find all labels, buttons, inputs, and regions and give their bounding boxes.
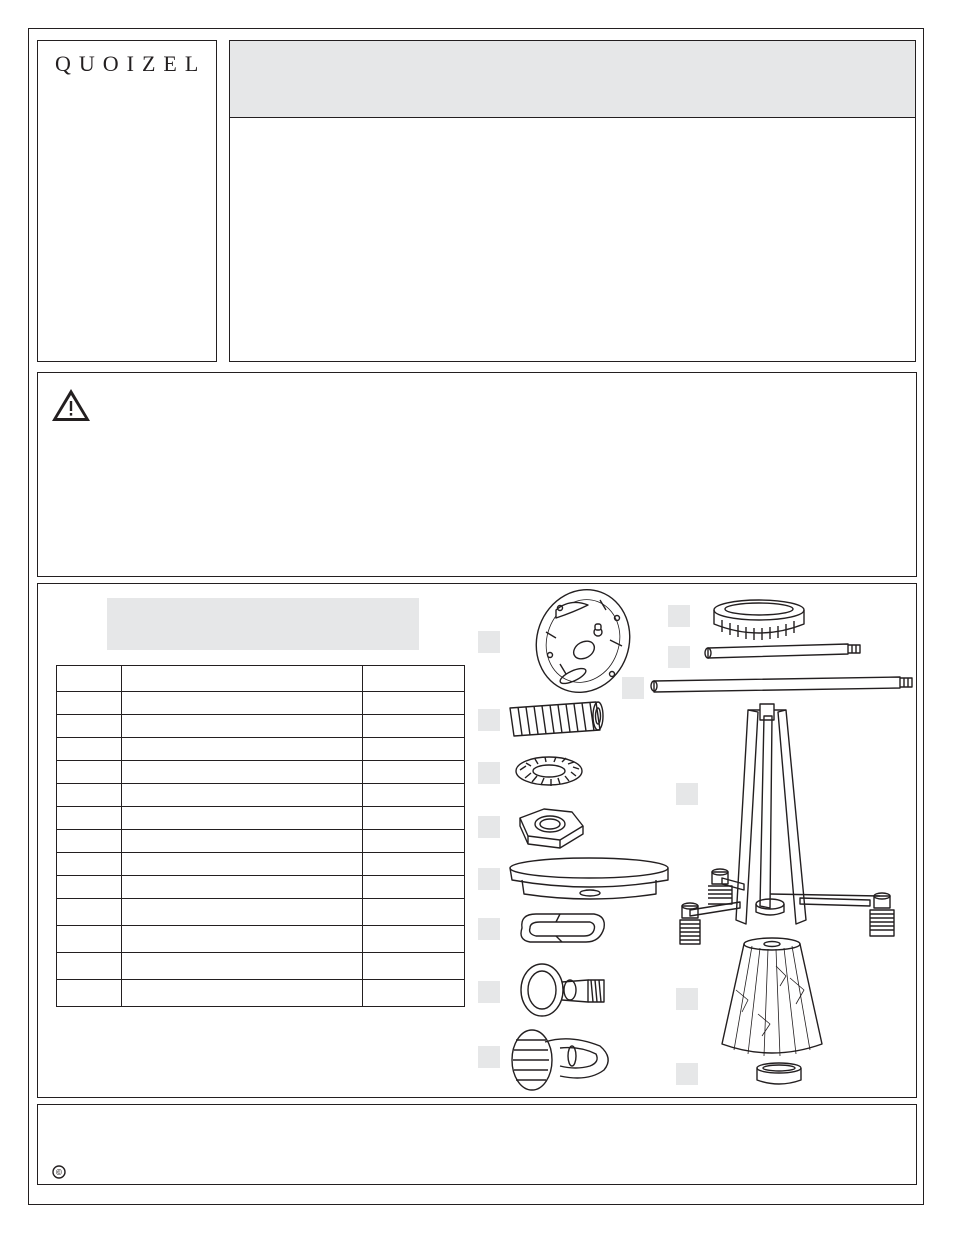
label-box <box>478 918 500 940</box>
copyright-symbol <box>52 1165 66 1179</box>
label-box <box>478 1046 500 1068</box>
label-box <box>478 631 500 653</box>
chain-link-icon <box>521 914 604 942</box>
short-rod-icon <box>705 644 860 658</box>
fixture-body-icon <box>680 704 894 944</box>
glass-shade-icon <box>722 938 822 1056</box>
threaded-nipple-icon <box>510 702 603 736</box>
lock-ring-icon <box>714 600 804 640</box>
svg-text:©: © <box>56 1168 62 1177</box>
coupling-loop-icon <box>512 1030 608 1090</box>
footer-panel <box>37 1104 917 1185</box>
screw-collar-loop-icon <box>521 964 604 1016</box>
label-box <box>668 646 690 668</box>
hex-nut-icon <box>520 809 583 848</box>
shade-ring-icon <box>757 1063 801 1084</box>
lock-washer-icon <box>516 757 582 786</box>
brand-logo: QUOIZEL <box>55 51 207 76</box>
canopy-icon <box>510 858 668 899</box>
label-box <box>478 709 500 731</box>
long-rod-icon <box>651 677 912 692</box>
label-box <box>478 868 500 890</box>
label-box <box>676 1063 698 1085</box>
label-box <box>622 677 644 699</box>
label-box <box>478 762 500 784</box>
label-box <box>478 816 500 838</box>
label-box <box>676 783 698 805</box>
label-box <box>668 605 690 627</box>
label-box <box>676 988 698 1010</box>
label-box <box>478 981 500 1003</box>
